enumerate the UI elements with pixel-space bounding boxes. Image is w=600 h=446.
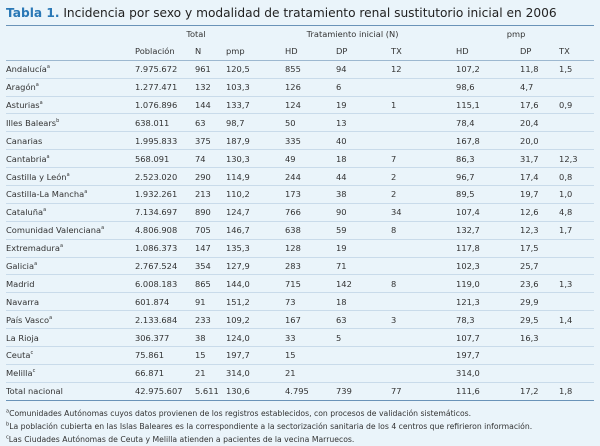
table-row (6, 78, 594, 96)
table-cell: 63 (321, 311, 379, 329)
table-cell (559, 132, 594, 150)
table-cell: 213 (190, 186, 223, 204)
table-cell: 120,5 (223, 60, 267, 78)
footnote-mark: a (49, 314, 53, 321)
region-name: Madrid (6, 278, 35, 289)
table-cell: 4,8 (559, 203, 594, 221)
table-cell: 126 (267, 78, 321, 96)
footnote-mark: b (56, 118, 60, 125)
table-row (6, 257, 594, 275)
row-label (6, 275, 125, 293)
table-cell: 19,7 (497, 186, 559, 204)
group-header-row (6, 26, 594, 43)
table-cell: 23,6 (497, 275, 559, 293)
footnote-mark: c (30, 350, 34, 357)
table-cell (497, 347, 559, 365)
table-cell: 50 (267, 114, 321, 132)
table-cell: 107,4 (438, 203, 497, 221)
column-header: HD (438, 43, 497, 60)
table-cell: 7.975.672 (125, 60, 190, 78)
table-cell (379, 293, 438, 311)
table-row (6, 60, 594, 78)
table-cell: 128 (267, 239, 321, 257)
table-cell: 17,2 (497, 382, 559, 400)
table-cell: 715 (267, 275, 321, 293)
table-row (6, 293, 594, 311)
table-cell: 103,3 (223, 78, 267, 96)
table-row (6, 132, 594, 150)
table-cell: 63 (190, 114, 223, 132)
table-cell: 7 (379, 150, 438, 168)
row-label (6, 382, 125, 400)
table-cell (559, 347, 594, 365)
column-header: DP (321, 43, 379, 60)
table-cell: 167,8 (438, 132, 497, 150)
table-cell (321, 347, 379, 365)
table-cell (379, 347, 438, 365)
table-cell: 151,2 (223, 293, 267, 311)
table-cell: 11,8 (497, 60, 559, 78)
footnote-mark: a (46, 64, 50, 71)
table-cell (559, 114, 594, 132)
column-header: N (190, 43, 223, 60)
table-cell: 86,3 (438, 150, 497, 168)
table-cell: 15 (190, 347, 223, 365)
row-label (6, 329, 125, 347)
table-title (6, 6, 596, 20)
table-cell: 244 (267, 168, 321, 186)
table-cell: 855 (267, 60, 321, 78)
table-cell: 15 (267, 347, 321, 365)
table-cell: 1,8 (559, 382, 594, 400)
column-header: Población (125, 43, 190, 60)
table-cell: 133,7 (223, 96, 267, 114)
footnote-mark: a (34, 261, 38, 268)
table-cell: 638.011 (125, 114, 190, 132)
table-cell: 90 (321, 203, 379, 221)
row-label (6, 239, 125, 257)
column-header: pmp (223, 43, 267, 60)
table-cell: 4,7 (497, 78, 559, 96)
region-name: Navarra (6, 296, 40, 307)
column-header: TX (379, 43, 438, 60)
table-cell: 130,3 (223, 150, 267, 168)
table-cell: 146,7 (223, 221, 267, 239)
table-cell: 1,0 (559, 186, 594, 204)
table-cell: 124,7 (223, 203, 267, 221)
table-row (6, 186, 594, 204)
table-cell: 71 (321, 257, 379, 275)
table-cell: 314,0 (223, 364, 267, 382)
region-name: Cataluña (6, 207, 44, 218)
table-cell: 314,0 (438, 364, 497, 382)
region-name: Castilla-La Mancha (6, 189, 85, 200)
table-cell (559, 239, 594, 257)
table-cell: 16,3 (497, 329, 559, 347)
table-cell: 335 (267, 132, 321, 150)
table-cell: 1,3 (559, 275, 594, 293)
table-cell: 77 (379, 382, 438, 400)
table-cell: 98,6 (438, 78, 497, 96)
table-row (6, 311, 594, 329)
table-cell (559, 329, 594, 347)
footnote-mark: c (32, 368, 36, 375)
table-cell (497, 364, 559, 382)
row-label (6, 257, 125, 275)
table-cell: 12,6 (497, 203, 559, 221)
table-cell: 4.806.908 (125, 221, 190, 239)
table-cell: 132,7 (438, 221, 497, 239)
table-cell: 75.861 (125, 347, 190, 365)
table-cell: 91 (190, 293, 223, 311)
table-cell: 5.611 (190, 382, 223, 400)
table-cell: 119,0 (438, 275, 497, 293)
table-cell: 31,7 (497, 150, 559, 168)
table-cell: 1,4 (559, 311, 594, 329)
table-cell: 117,8 (438, 239, 497, 257)
table-cell: 110,2 (223, 186, 267, 204)
table-cell (559, 78, 594, 96)
table-cell: 187,9 (223, 132, 267, 150)
footnote-text: Comunidades Autónomas cuyos datos provienen de los registros establecidos, con procesos de validación sistemáticos. (9, 408, 472, 418)
table-cell: 2.523.020 (125, 168, 190, 186)
footnote-mark: a (59, 243, 64, 250)
table-cell: 233 (190, 311, 223, 329)
row-label (6, 114, 125, 132)
table-cell: 290 (190, 168, 223, 186)
table-cell: 18 (321, 293, 379, 311)
column-header: TX (559, 43, 594, 60)
region-name: Asturias (6, 100, 40, 110)
table-cell: 115,1 (438, 96, 497, 114)
group-header-total: Total (125, 26, 267, 43)
table-cell: 18 (321, 150, 379, 168)
table-cell (379, 132, 438, 150)
table-cell: 42.975.607 (125, 382, 190, 400)
region-name: Comunidad Valenciana (6, 225, 102, 236)
table-cell: 107,7 (438, 329, 497, 347)
row-label (6, 132, 125, 150)
table-cell (559, 257, 594, 275)
footnote-mark: a (66, 171, 70, 178)
column-header-row (6, 43, 594, 60)
table-cell: 8 (379, 275, 438, 293)
table-cell: 890 (190, 203, 223, 221)
table-cell: 197,7 (223, 347, 267, 365)
table-cell: 17,5 (497, 239, 559, 257)
column-header: DP (497, 43, 559, 60)
table-cell: 25,7 (497, 257, 559, 275)
region-name: Cantabria (6, 153, 47, 164)
row-label (6, 311, 125, 329)
table-cell: 6 (321, 78, 379, 96)
table-cell: 59 (321, 221, 379, 239)
footnote-text: La población cubierta en las Islas Baleares es la correspondiente a la sectorización sanitaria de los 4 centros que refirieron información. (9, 421, 533, 431)
table-cell: 29,5 (497, 311, 559, 329)
table-cell: 124,0 (223, 329, 267, 347)
table-row (6, 364, 594, 382)
region-name: Ceuta (6, 350, 31, 361)
footnote-text: Las Ciudades Autónomas de Ceuta y Melilla atienden a pacientes de la vecina Marruecos. (8, 435, 355, 445)
table-row (6, 347, 594, 365)
table-row (6, 382, 594, 400)
footnote-mark: a (6, 408, 10, 415)
table-row (6, 168, 594, 186)
table-cell: 135,3 (223, 239, 267, 257)
table-cell: 865 (190, 275, 223, 293)
footnote (6, 420, 596, 433)
table-cell: 1.086.373 (125, 239, 190, 257)
table-cell: 130,6 (223, 382, 267, 400)
footnote (6, 433, 596, 446)
table-cell: 109,2 (223, 311, 267, 329)
table-caption: Incidencia por sexo y modalidad de tratamiento renal sustitutorio inicial en 2006 (63, 6, 557, 20)
table-row (6, 239, 594, 257)
table-cell: 1.995.833 (125, 132, 190, 150)
table-cell: 19 (321, 96, 379, 114)
table-cell: 766 (267, 203, 321, 221)
table-cell (321, 364, 379, 382)
table-cell: 13 (321, 114, 379, 132)
table-cell: 1.932.261 (125, 186, 190, 204)
column-header: HD (267, 43, 321, 60)
region-name: Melilla (6, 368, 33, 379)
row-label (6, 78, 125, 96)
footnote-mark: b (6, 421, 10, 428)
table-cell: 306.377 (125, 329, 190, 347)
table-cell: 38 (321, 186, 379, 204)
table-row (6, 221, 594, 239)
region-name: Andalucía (6, 64, 47, 75)
region-name: Castilla y León (6, 171, 67, 182)
region-name: Total nacional (6, 386, 63, 397)
table-cell: 19 (321, 239, 379, 257)
table-cell: 144 (190, 96, 223, 114)
table-cell: 12,3 (497, 221, 559, 239)
table-cell: 601.874 (125, 293, 190, 311)
table-cell: 124 (267, 96, 321, 114)
table-cell (379, 78, 438, 96)
table-cell: 197,7 (438, 347, 497, 365)
table-cell: 1,5 (559, 60, 594, 78)
table-cell: 12,3 (559, 150, 594, 168)
table-cell: 20,4 (497, 114, 559, 132)
footnotes (6, 407, 596, 446)
region-name: Extremadura (6, 243, 60, 254)
table-cell: 2.767.524 (125, 257, 190, 275)
table-cell: 21 (267, 364, 321, 382)
table-cell: 705 (190, 221, 223, 239)
table-cell: 739 (321, 382, 379, 400)
table-cell: 78,3 (438, 311, 497, 329)
table-cell: 17,6 (497, 96, 559, 114)
table-cell: 167 (267, 311, 321, 329)
table-cell: 354 (190, 257, 223, 275)
table-cell: 2 (379, 186, 438, 204)
table-cell (379, 257, 438, 275)
row-label (6, 293, 125, 311)
region-name: País Vasco (6, 314, 50, 325)
table-cell: 111,6 (438, 382, 497, 400)
table-body (6, 60, 594, 400)
table-cell: 961 (190, 60, 223, 78)
table-cell: 73 (267, 293, 321, 311)
table-cell: 2 (379, 168, 438, 186)
table-cell: 96,7 (438, 168, 497, 186)
row-label (6, 364, 125, 382)
table-cell (379, 364, 438, 382)
table-row (6, 96, 594, 114)
table-cell: 8 (379, 221, 438, 239)
table-cell: 1,7 (559, 221, 594, 239)
group-header-pmp: pmp (438, 26, 594, 43)
table-cell: 94 (321, 60, 379, 78)
table-cell: 107,2 (438, 60, 497, 78)
table-cell: 3 (379, 311, 438, 329)
table-cell (379, 239, 438, 257)
row-label (6, 96, 125, 114)
table-cell: 78,4 (438, 114, 497, 132)
region-name: Canarias (6, 135, 43, 146)
row-label (6, 60, 125, 78)
footnote-mark: a (46, 153, 50, 160)
footnote-mark: c (6, 434, 9, 441)
table-cell: 375 (190, 132, 223, 150)
table-cell (379, 329, 438, 347)
row-label (6, 150, 125, 168)
table-cell: 2.133.684 (125, 311, 190, 329)
table-cell: 21 (190, 364, 223, 382)
table-cell: 98,7 (223, 114, 267, 132)
table-cell: 1 (379, 96, 438, 114)
table-row (6, 329, 594, 347)
table-cell: 147 (190, 239, 223, 257)
table-cell: 12 (379, 60, 438, 78)
table-cell: 5 (321, 329, 379, 347)
table-cell: 38 (190, 329, 223, 347)
table-cell (379, 114, 438, 132)
region-name: Galicia (6, 261, 35, 272)
table-number: Tabla 1. (6, 6, 60, 20)
table-cell: 49 (267, 150, 321, 168)
table-cell: 33 (267, 329, 321, 347)
table-cell: 4.795 (267, 382, 321, 400)
table-cell: 0,8 (559, 168, 594, 186)
incidence-table (6, 25, 594, 401)
table-row (6, 203, 594, 221)
row-label (6, 186, 125, 204)
row-label (6, 221, 125, 239)
table-cell: 173 (267, 186, 321, 204)
table-cell: 114,9 (223, 168, 267, 186)
table-cell: 102,3 (438, 257, 497, 275)
table-cell: 40 (321, 132, 379, 150)
table-cell: 1.076.896 (125, 96, 190, 114)
footnote-mark: a (43, 207, 47, 214)
table-cell: 6.008.183 (125, 275, 190, 293)
table-cell (559, 293, 594, 311)
table-row (6, 150, 594, 168)
table-cell: 66.871 (125, 364, 190, 382)
table-cell: 142 (321, 275, 379, 293)
footnote-mark: a (84, 189, 88, 196)
table-cell: 283 (267, 257, 321, 275)
table-cell: 638 (267, 221, 321, 239)
table-cell: 74 (190, 150, 223, 168)
table-cell: 44 (321, 168, 379, 186)
table-cell: 20,0 (497, 132, 559, 150)
row-label (6, 347, 125, 365)
table-row (6, 114, 594, 132)
row-label (6, 168, 125, 186)
footnote (6, 407, 596, 420)
table-cell: 568.091 (125, 150, 190, 168)
region-name: Illes Balears (6, 117, 57, 128)
region-name: Aragón (6, 82, 36, 93)
footnote-mark: a (39, 100, 43, 107)
table-cell: 34 (379, 203, 438, 221)
footnote-mark: a (35, 82, 39, 89)
table-cell: 121,3 (438, 293, 497, 311)
group-header-tratamiento: Tratamiento inicial (N) (267, 26, 438, 43)
table-cell (559, 364, 594, 382)
table-row (6, 275, 594, 293)
table-cell: 29,9 (497, 293, 559, 311)
table-cell: 17,4 (497, 168, 559, 186)
footnote-mark: a (101, 225, 105, 232)
table-cell: 1.277.471 (125, 78, 190, 96)
region-name: La Rioja (6, 332, 39, 343)
row-label (6, 203, 125, 221)
table-cell: 0,9 (559, 96, 594, 114)
table-cell: 127,9 (223, 257, 267, 275)
table-cell: 89,5 (438, 186, 497, 204)
table-cell: 132 (190, 78, 223, 96)
table-cell: 144,0 (223, 275, 267, 293)
table-cell: 7.134.697 (125, 203, 190, 221)
